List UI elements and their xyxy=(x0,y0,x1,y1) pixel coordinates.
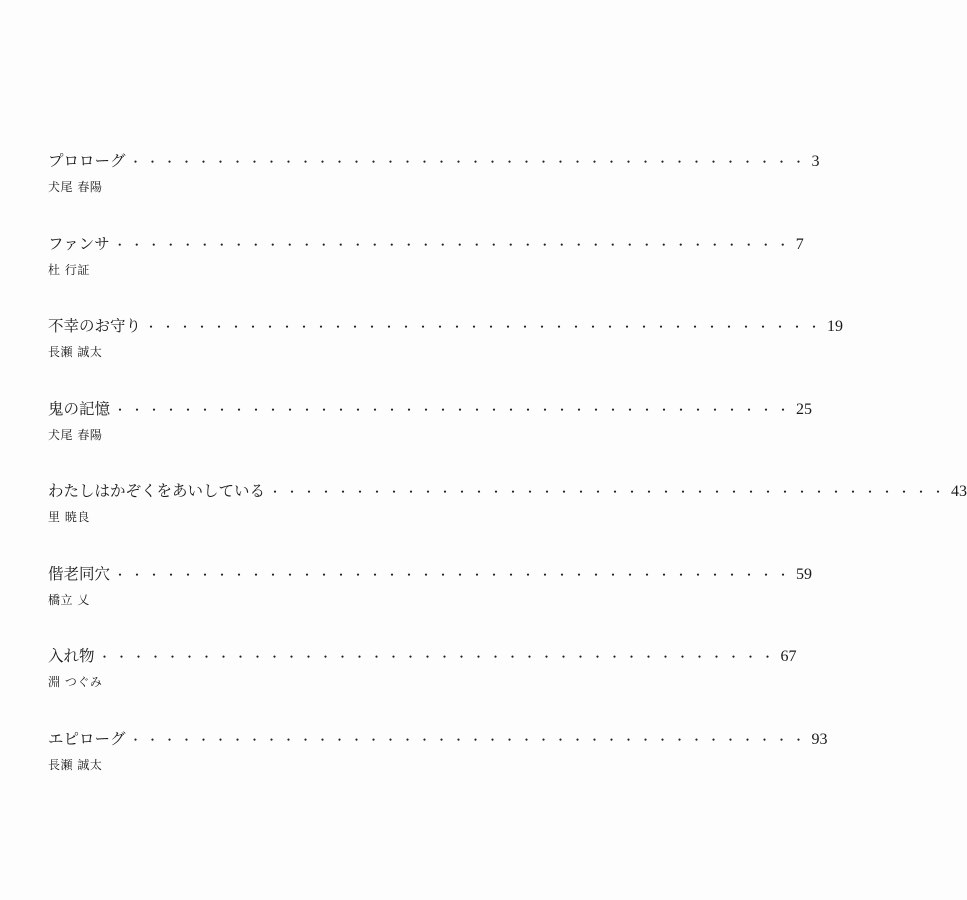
toc-title-line xyxy=(48,396,813,422)
dot-leader: ・・・・・・・・・・・・・・・・・・・・・・・・・・・・・・・・・・・・・・・・ xyxy=(113,237,794,252)
entry-author: 杜 行証 xyxy=(48,262,90,277)
page-number: 19 xyxy=(827,318,844,335)
entry-author: 犬尾 春陽 xyxy=(48,180,103,194)
toc-entry xyxy=(48,231,804,314)
entry-author: 橋立 乂 xyxy=(48,592,90,607)
dot-leader: ・・・・・・・・・・・・・・・・・・・・・・・・・・・・・・・・・・・・・・・・ xyxy=(114,567,795,582)
entry-author: 淵 つぐみ xyxy=(48,675,103,689)
entry-author: 長瀬 誠太 xyxy=(48,757,103,772)
toc-entry xyxy=(48,478,967,561)
dot-leader: ・・・・・・・・・・・・・・・・・・・・・・・・・・・・・・・・・・・・・・・・ xyxy=(129,155,810,169)
toc-entry xyxy=(48,643,797,726)
entry-title: 入れ物 xyxy=(48,647,95,665)
toc-title-line xyxy=(48,313,844,339)
toc-title-line xyxy=(48,726,828,752)
dot-leader: ・・・・・・・・・・・・・・・・・・・・・・・・・・・・・・・・・・・・・・・・ xyxy=(145,320,826,334)
page-number: 67 xyxy=(780,648,797,665)
entry-title: わたしはかぞくをあいしている xyxy=(48,482,266,500)
entry-title: ファンサ xyxy=(48,234,110,253)
entry-author: 犬尾 春陽 xyxy=(48,427,103,442)
entry-title: 鬼の記憶 xyxy=(48,399,111,418)
page-number: 43 xyxy=(951,483,967,500)
page-number: 59 xyxy=(796,565,813,583)
toc-entry xyxy=(48,726,828,809)
entry-title: エピローグ xyxy=(48,729,126,748)
entry-author: 里 暁良 xyxy=(48,510,90,524)
entry-title: プロローグ xyxy=(48,152,126,170)
dot-leader: ・・・・・・・・・・・・・・・・・・・・・・・・・・・・・・・・・・・・・・・・ xyxy=(114,402,795,417)
page-number: 3 xyxy=(811,153,820,170)
entry-title: 不幸のお守り xyxy=(48,317,142,335)
dot-leader: ・・・・・・・・・・・・・・・・・・・・・・・・・・・・・・・・・・・・・・・・ xyxy=(269,485,950,499)
dot-leader: ・・・・・・・・・・・・・・・・・・・・・・・・・・・・・・・・・・・・・・・・ xyxy=(98,650,779,664)
dot-leader: ・・・・・・・・・・・・・・・・・・・・・・・・・・・・・・・・・・・・・・・・ xyxy=(129,732,810,747)
toc-title-line xyxy=(48,561,813,587)
toc-title-line xyxy=(48,231,804,257)
toc-entry xyxy=(48,148,820,231)
toc-title-line xyxy=(48,643,797,669)
toc-entry xyxy=(48,313,844,396)
entry-title: 偕老同穴 xyxy=(48,564,111,583)
toc-title-line xyxy=(48,478,967,504)
toc-entry xyxy=(48,396,813,479)
entry-author: 長瀬 誠太 xyxy=(48,345,103,359)
page-number: 7 xyxy=(795,235,804,253)
table-of-contents xyxy=(48,148,967,808)
toc-title-line xyxy=(48,148,820,174)
page-number: 93 xyxy=(811,730,828,748)
page-number: 25 xyxy=(796,400,813,418)
toc-entry xyxy=(48,561,813,644)
